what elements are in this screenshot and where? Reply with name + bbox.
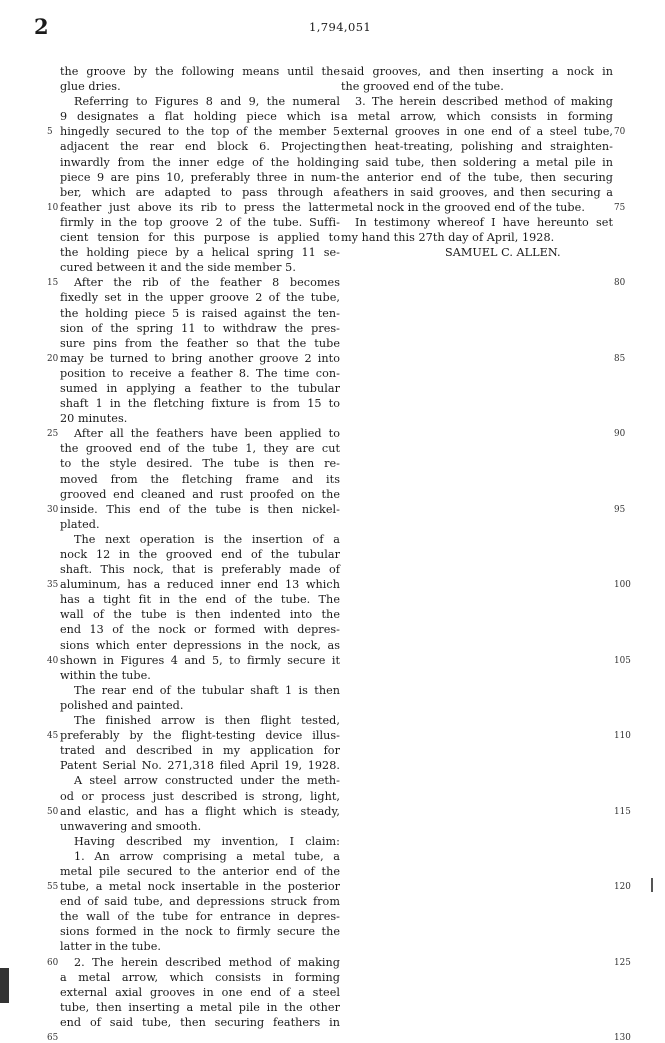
line-number: 70 <box>614 127 626 138</box>
text-line: ing said tube, then soldering a metal pile in <box>341 155 613 169</box>
text-line: shaft. This nock, that is preferably made of <box>60 563 340 577</box>
text-line: sumed in applying a feather to the tubular <box>60 381 340 395</box>
line-number: 25 <box>47 429 59 440</box>
text-line: metal nock in the grooved end of the tube. <box>341 200 585 214</box>
text-line: then heat-treating, polishing and straighten- <box>341 140 613 154</box>
text-line: shaft 1 in the fletching fixture is from 15 to <box>60 397 340 411</box>
line-number: 105 <box>614 655 631 666</box>
text-line: aluminum, has a reduced inner end 13 which <box>60 578 340 592</box>
line-number: 35 <box>47 580 59 591</box>
text-line: The next operation is the insertion of a <box>74 532 340 546</box>
line-number: 65 <box>47 1033 59 1043</box>
line-number: 55 <box>47 882 59 893</box>
text-line: sion of the spring 11 to withdraw the pres- <box>60 321 340 335</box>
line-number: 45 <box>47 731 59 742</box>
text-line: 3. The herein described method of making <box>355 95 613 109</box>
text-line: od or process just described is strong, light, <box>60 789 340 803</box>
text-line: 9 designates a flat holding piece which is <box>60 110 340 124</box>
text-line: The rear end of the tubular shaft 1 is then <box>74 683 340 697</box>
text-line: latter in the tube. <box>60 940 161 954</box>
text-line: feathers in said grooves, and then securing a <box>341 185 613 199</box>
text-line: After all the feathers have been applied to <box>74 427 340 441</box>
text-line: hingedly secured to the top of the member 5 <box>60 125 340 139</box>
text-line: firmly in the top groove 2 of the tube. Suffi- <box>60 215 340 229</box>
line-number: 15 <box>47 278 59 289</box>
text-line: unwavering and smooth. <box>60 819 202 833</box>
line-number: 40 <box>47 655 59 666</box>
text-line: to the style desired. The tube is then re- <box>60 457 340 471</box>
text-line: 20 minutes. <box>60 412 128 426</box>
line-number: 85 <box>614 353 626 364</box>
text-line: the grooved end of the tube. <box>341 80 504 94</box>
patent-number: 1,794,051 <box>309 20 372 34</box>
line-number: 75 <box>614 202 626 213</box>
text-line: inside. This end of the tube is then nickel- <box>60 502 340 516</box>
text-line: my hand this 27th day of April, 1928. <box>341 231 555 245</box>
text-line: adjacent the rear end block 6. Projecting <box>60 140 340 154</box>
page-number: 2 <box>34 14 50 39</box>
text-line: cured between it and the side member 5. <box>60 261 296 275</box>
text-line: fixedly set in the upper groove 2 of the tube, <box>60 291 340 305</box>
text-line: external grooves in one end of a steel tube, <box>341 125 613 139</box>
text-line: 2. The herein described method of making <box>74 955 340 969</box>
text-line: the holding piece by a helical spring 11 se- <box>60 246 340 260</box>
text-line: trated and described in my application for <box>60 744 340 758</box>
line-number: 125 <box>614 957 631 968</box>
line-number: 80 <box>614 278 626 289</box>
text-line: nock 12 in the grooved end of the tubular <box>60 548 340 561</box>
left-text-column <box>60 64 340 1030</box>
text-line: sure pins from the feather so that the tube <box>60 336 340 350</box>
line-number: 60 <box>47 957 59 968</box>
line-number: 100 <box>614 580 631 591</box>
line-number: 90 <box>614 429 626 440</box>
text-line: the groove by the following means until the <box>60 65 340 78</box>
text-line: and elastic, and has a flight which is steady, <box>60 804 340 818</box>
text-line: a metal arrow, which consists in forming <box>60 970 340 984</box>
text-line: shown in Figures 4 and 5, to firmly secure it <box>60 653 340 667</box>
text-line: polished and painted. <box>60 698 184 712</box>
text-line: sions which enter depressions in the nock, as <box>60 638 340 652</box>
text-line: the holding piece 5 is raised against the ten- <box>60 306 340 320</box>
text-line: Having described my invention, I claim: <box>74 834 340 848</box>
text-line: wall of the tube is then indented into the <box>60 608 340 622</box>
text-line: moved from the fletching frame and its <box>60 472 340 486</box>
line-number: 120 <box>614 882 631 893</box>
text-line: said grooves, and then inserting a nock in <box>341 65 613 78</box>
text-line: end 13 of the nock or formed with depres- <box>60 623 340 637</box>
scan-edge-mark <box>0 968 9 1003</box>
text-line: feather just above its rib to press the latter <box>60 200 340 214</box>
text-line: may be turned to bring another groove 2 into <box>60 351 340 365</box>
text-line: has a tight fit in the end of the tube. The <box>60 593 340 607</box>
line-number: 5 <box>47 127 53 138</box>
signature-line: SAMUEL C. ALLEN. <box>445 246 561 260</box>
text-line: plated. <box>60 517 100 531</box>
text-line: tube, then inserting a metal pile in the other <box>60 1000 340 1014</box>
scan-margin-mark <box>651 878 653 892</box>
line-number: 50 <box>47 806 59 817</box>
text-line: In testimony whereof I have hereunto set <box>355 215 613 229</box>
text-line: inwardly from the inner edge of the holding <box>60 155 340 169</box>
text-line: grooved end cleaned and rust proofed on the <box>60 487 340 501</box>
line-number: 95 <box>614 504 626 515</box>
text-line: a metal arrow, which consists in forming <box>341 110 613 124</box>
text-line: preferably by the flight-testing device illus- <box>60 729 340 743</box>
text-line: A steel arrow constructed under the meth- <box>74 774 340 788</box>
text-line: After the rib of the feather 8 becomes <box>74 276 340 290</box>
text-line: ber, which are adapted to pass through a <box>60 185 340 199</box>
text-line: Referring to Figures 8 and 9, the numeral <box>74 95 340 109</box>
text-line: tube, a metal nock insertable in the posterior <box>60 880 340 894</box>
line-number: 130 <box>614 1033 631 1043</box>
text-line: the grooved end of the tube 1, they are cut <box>60 442 340 456</box>
text-line: end of said tube, and depressions struck from <box>60 895 340 909</box>
text-line: end of said tube, then securing feathers in <box>60 1015 340 1029</box>
line-number: 20 <box>47 353 59 364</box>
text-line: metal pile secured to the anterior end of the <box>60 864 340 878</box>
right-text-column <box>341 64 613 260</box>
text-line: position to receive a feather 8. The time con- <box>60 366 340 380</box>
text-line: external axial grooves in one end of a steel <box>60 985 340 999</box>
text-line: 1. An arrow comprising a metal tube, a <box>74 849 340 863</box>
text-line: the wall of the tube for entrance in depres- <box>60 910 340 924</box>
text-line: the anterior end of the tube, then securing <box>341 170 613 184</box>
text-line: cient tension for this purpose is applied to <box>60 231 340 245</box>
text-line: within the tube. <box>60 668 151 682</box>
line-number: 10 <box>47 202 59 213</box>
text-line: The finished arrow is then flight tested, <box>74 714 340 728</box>
line-number: 30 <box>47 504 59 515</box>
text-line: Patent Serial No. 271,318 filed April 19, 1928. <box>60 759 340 773</box>
text-line: sions formed in the nock to firmly secure the <box>60 925 340 939</box>
text-line: piece 9 are pins 10, preferably three in num- <box>60 170 340 184</box>
line-number: 115 <box>614 806 631 817</box>
line-number: 110 <box>614 731 631 742</box>
text-line: glue dries. <box>60 80 121 94</box>
